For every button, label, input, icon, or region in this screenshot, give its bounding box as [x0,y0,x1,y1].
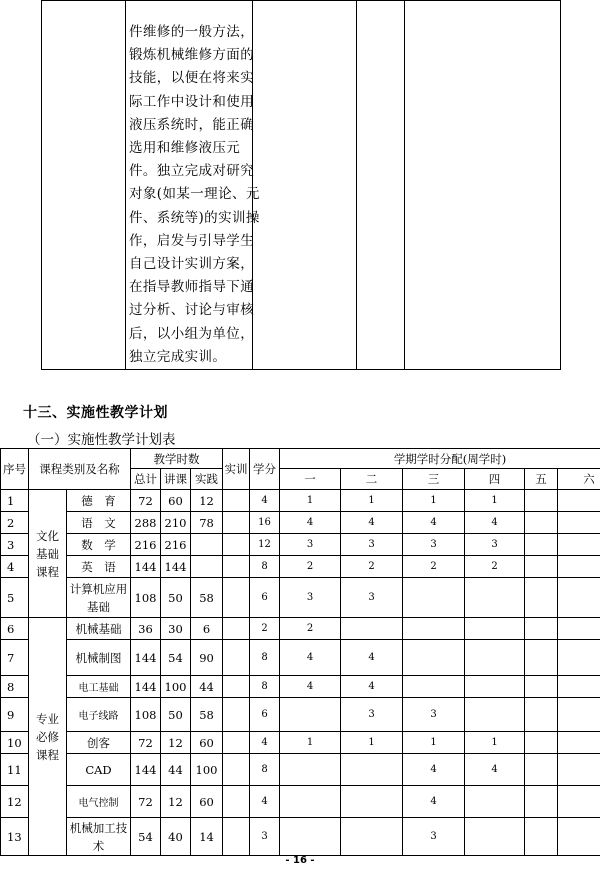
cell-s2: 4 [341,676,403,698]
cell-s1: 4 [280,640,341,676]
header-s5: 五 [525,469,558,490]
cell-s5 [525,534,558,556]
cell-s3 [403,676,465,698]
cell-total: 144 [131,754,161,786]
cell-s6 [558,818,600,856]
cell-s6 [558,512,600,534]
row-index: 12 [1,786,29,818]
cell-credit: 12 [250,534,280,556]
header-s1: 一 [280,469,341,490]
header-semester: 学期学时分配(周学时) [280,449,600,469]
cell-practice: 90 [191,640,223,676]
table-row [1,556,600,578]
cell-s4 [465,676,525,698]
cell-s2 [341,754,403,786]
cell-training [223,698,250,732]
table-row [1,490,600,512]
cell-training [223,754,250,786]
cell-s1: 3 [280,534,341,556]
header-s3: 三 [403,469,465,490]
description-line: 选用和维修液压元 [129,140,241,157]
cell-s5 [525,556,558,578]
cell-s4 [465,698,525,732]
cell-s5 [525,618,558,640]
cell-s6 [558,640,600,676]
cell-s4: 1 [465,732,525,754]
header-practice: 实践 [191,469,223,490]
cell-total: 54 [131,818,161,856]
course-name: 电气控制 [67,786,131,818]
description-line: 过分析、讨论与审核 [129,302,255,319]
description-line: 锻炼机械维修方面的 [129,47,255,64]
cell-lecture: 12 [161,732,191,754]
category-culture: 文化基础课程 [29,490,67,618]
cell-s4 [465,578,525,618]
table-row [1,512,600,534]
cell-lecture: 60 [161,490,191,512]
row-index: 8 [1,676,29,698]
cell-s4: 4 [465,512,525,534]
cont-description [126,1,260,370]
row-index: 3 [1,534,29,556]
cell-credit: 8 [250,640,280,676]
cell-lecture: 54 [161,640,191,676]
cell-total: 72 [131,490,161,512]
cell-total: 216 [131,534,161,556]
cell-s5 [525,732,558,754]
cell-s5 [525,578,558,618]
course-name: 机械基础 [67,618,131,640]
cell-total: 36 [131,618,161,640]
cell-s2: 2 [341,556,403,578]
cell-practice: 12 [191,490,223,512]
cell-credit: 6 [250,698,280,732]
cell-s2: 1 [341,732,403,754]
table-row [1,534,600,556]
cell-s4: 4 [465,754,525,786]
cell-credit: 8 [250,754,280,786]
cell-practice: 44 [191,676,223,698]
cell-lecture: 50 [161,698,191,732]
description-line: 件、系统等)的实训操 [129,209,260,226]
cell-training [223,556,250,578]
cell-s3: 4 [403,786,465,818]
cell-s3 [403,640,465,676]
cell-credit: 3 [250,818,280,856]
table-row [1,640,600,676]
cell-s3: 1 [403,732,465,754]
cell-training [223,490,250,512]
cont-cell-4 [357,1,405,370]
course-name: 德 育 [67,490,131,512]
cell-s4 [465,640,525,676]
continuation-table [41,0,561,370]
cell-practice: 6 [191,618,223,640]
cell-s3 [403,578,465,618]
cell-credit: 8 [250,676,280,698]
course-name: 机械制图 [67,640,131,676]
cell-s6 [558,786,600,818]
cell-s6 [558,698,600,732]
cell-s1 [280,786,341,818]
cell-training [223,676,250,698]
cell-s2 [341,818,403,856]
cell-s4: 3 [465,534,525,556]
cell-s5 [525,676,558,698]
description-line: 件。独立完成对研究 [129,163,255,180]
cell-lecture: 44 [161,754,191,786]
cell-total: 144 [131,556,161,578]
cell-s1: 1 [280,732,341,754]
header-course: 课程类别及名称 [29,449,131,490]
cell-total: 72 [131,732,161,754]
header-lecture: 讲课 [161,469,191,490]
course-name: 创客 [67,732,131,754]
cell-training [223,512,250,534]
header-total: 总计 [131,469,161,490]
header-credit: 学分 [250,449,280,490]
cell-training [223,732,250,754]
cell-training [223,578,250,618]
cell-lecture: 40 [161,818,191,856]
cell-credit: 4 [250,490,280,512]
header-training: 实训 [223,449,250,490]
cell-s5 [525,490,558,512]
cell-lecture: 216 [161,534,191,556]
cell-s4 [465,818,525,856]
cell-s5 [525,640,558,676]
cell-s2: 3 [341,578,403,618]
header-s4: 四 [465,469,525,490]
table-row [1,676,600,698]
cell-s2: 3 [341,534,403,556]
table-row [1,786,600,818]
cell-s6 [558,556,600,578]
cont-cell-1 [42,1,126,370]
description-line: 作，启发与引导学生 [129,232,255,249]
cell-lecture: 100 [161,676,191,698]
description-line: 液压系统时，能正确 [129,116,255,133]
cell-practice: 58 [191,578,223,618]
row-index: 4 [1,556,29,578]
page-number: - 16 - [285,855,315,866]
cell-s1: 1 [280,490,341,512]
category-major: 专业必修课程 [29,618,67,856]
cell-s1 [280,698,341,732]
cell-total: 288 [131,512,161,534]
cell-s2: 1 [341,490,403,512]
cell-s3: 4 [403,754,465,786]
course-name: 机械加工技术 [67,818,131,856]
cell-total: 108 [131,578,161,618]
cell-s6 [558,578,600,618]
cell-credit: 6 [250,578,280,618]
header-s2: 二 [341,469,403,490]
cell-practice [191,534,223,556]
cell-s1 [280,754,341,786]
cell-s3: 3 [403,534,465,556]
row-index: 2 [1,512,29,534]
cell-s2: 3 [341,698,403,732]
cont-cell-3 [253,1,357,370]
table-row [1,578,600,618]
cell-s5 [525,698,558,732]
cell-credit: 8 [250,556,280,578]
cell-total: 144 [131,640,161,676]
cell-training [223,534,250,556]
course-name: 英 语 [67,556,131,578]
cell-s1: 3 [280,578,341,618]
table-row [1,732,600,754]
row-index: 11 [1,754,29,786]
cell-s4: 2 [465,556,525,578]
cell-total: 72 [131,786,161,818]
table-row [1,698,600,732]
cell-lecture: 144 [161,556,191,578]
cell-training [223,786,250,818]
cell-practice: 58 [191,698,223,732]
header-s6: 六 [558,469,600,490]
cell-practice: 78 [191,512,223,534]
cell-practice [191,556,223,578]
table-row [1,818,600,856]
cell-training [223,640,250,676]
cell-s6 [558,676,600,698]
cell-practice: 60 [191,732,223,754]
cell-s4 [465,786,525,818]
row-index: 10 [1,732,29,754]
cell-s4 [465,618,525,640]
table-row [1,754,600,786]
cell-practice: 60 [191,786,223,818]
cell-s3: 2 [403,556,465,578]
cell-training [223,618,250,640]
row-index: 5 [1,578,29,618]
description-line: 自己设计实训方案， [129,256,255,273]
cell-s1: 2 [280,618,341,640]
cell-s6 [558,490,600,512]
cell-lecture: 30 [161,618,191,640]
cell-s2: 4 [341,512,403,534]
cont-cell-5 [405,1,561,370]
course-name: 语 文 [67,512,131,534]
cell-s5 [525,786,558,818]
cell-s3: 4 [403,512,465,534]
table-row [1,618,600,640]
cell-s4: 1 [465,490,525,512]
teaching-plan-table [0,448,600,856]
cell-total: 144 [131,676,161,698]
description-line: 在指导教师指导下通 [129,279,255,296]
description-line: 对象(如某一理论、元 [129,186,260,203]
cell-s2 [341,786,403,818]
cell-credit: 16 [250,512,280,534]
description-line: 独立完成实训。 [129,348,227,365]
cell-total: 108 [131,698,161,732]
row-index: 7 [1,640,29,676]
cell-s1: 4 [280,512,341,534]
cell-s1: 4 [280,676,341,698]
cell-s1: 2 [280,556,341,578]
course-name: 电子线路 [67,698,131,732]
cell-s6 [558,618,600,640]
cell-practice: 100 [191,754,223,786]
header-hours: 教学时数 [131,449,223,469]
cell-s2 [341,618,403,640]
cell-lecture: 50 [161,578,191,618]
course-name: 计算机应用基础 [67,578,131,618]
cell-training [223,818,250,856]
cell-credit: 2 [250,618,280,640]
row-index: 1 [1,490,29,512]
cell-s5 [525,512,558,534]
cell-s2: 4 [341,640,403,676]
cell-s6 [558,732,600,754]
section-title: 十三、实施性教学计划 [23,405,168,421]
cell-lecture: 210 [161,512,191,534]
course-name: 电工基础 [67,676,131,698]
row-index: 13 [1,818,29,856]
description-line: 技能，以便在将来实 [129,70,255,87]
course-name: CAD [67,754,131,786]
header-index: 序号 [1,449,29,490]
cell-practice: 14 [191,818,223,856]
cell-s5 [525,754,558,786]
cell-s6 [558,754,600,786]
sub-title: （一）实施性教学计划表 [27,432,176,448]
description-line: 后，以小组为单位， [129,325,255,342]
description-line: 件维修的一般方法， [129,24,255,40]
cell-s3 [403,618,465,640]
cell-s3: 3 [403,818,465,856]
cell-s5 [525,818,558,856]
row-index: 6 [1,618,29,640]
cell-s1 [280,818,341,856]
course-name: 数 学 [67,534,131,556]
cell-s3: 3 [403,698,465,732]
cell-credit: 4 [250,732,280,754]
cell-s3: 1 [403,490,465,512]
cell-lecture: 12 [161,786,191,818]
cell-s6 [558,534,600,556]
description-line: 际工作中设计和使用 [129,93,255,110]
row-index: 9 [1,698,29,732]
cell-credit: 4 [250,786,280,818]
